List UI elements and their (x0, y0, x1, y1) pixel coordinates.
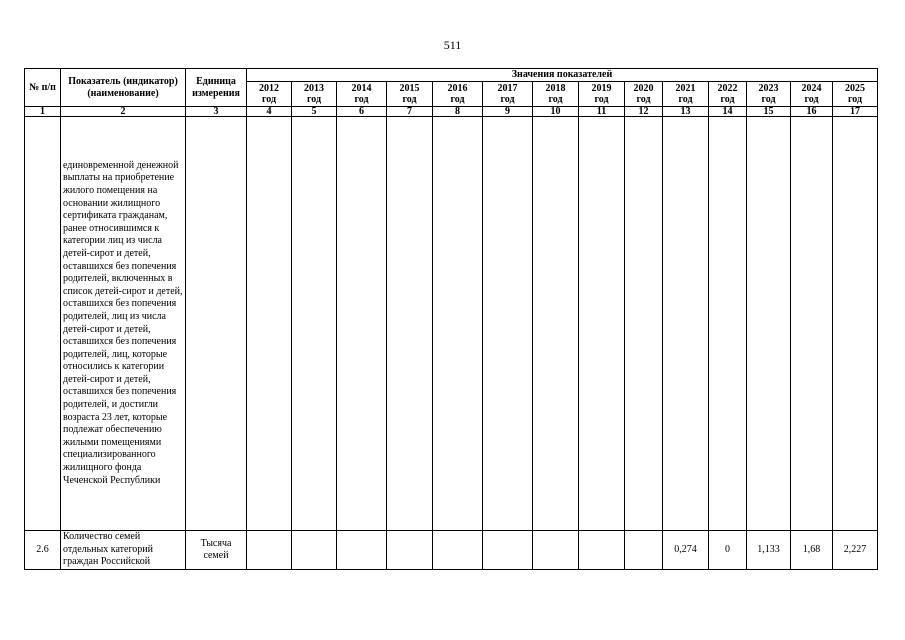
row-number (25, 117, 61, 531)
header-year-2022 (709, 82, 747, 107)
row-value-2018 (533, 531, 579, 570)
header-year-2012 (247, 82, 292, 107)
header-year-label: год (847, 94, 863, 105)
header-year-label: год (636, 94, 651, 105)
row-indicator: Количество семей отдельных категорий граждан Российской (61, 531, 186, 570)
row-value-2013 (292, 531, 337, 570)
row-value-2025: 2,227 (833, 531, 878, 570)
header-year-number: 2014 (351, 83, 372, 94)
row-value-2024: 1,68 (791, 531, 833, 570)
row-value-2015 (387, 117, 433, 531)
table-row (25, 531, 878, 570)
row-unit: Тысяча семей (186, 531, 247, 570)
header-year-number: 2021 (675, 83, 696, 94)
header-no: № п/п (25, 69, 61, 107)
row-value-2025 (833, 117, 878, 531)
row-value-2019 (579, 531, 625, 570)
row-value-2017 (483, 531, 533, 570)
column-number: 10 (533, 107, 579, 117)
header-year-number: 2022 (717, 83, 738, 94)
row-value-2014 (337, 531, 387, 570)
table-row (25, 117, 878, 531)
page-number: 511 (443, 38, 462, 52)
header-values: Значения показателей (247, 69, 878, 82)
header-year-2015 (387, 82, 433, 107)
header-year-number: 2013 (304, 83, 324, 94)
header-year-label: год (402, 94, 417, 105)
column-number: 2 (61, 107, 186, 117)
column-number: 3 (186, 107, 247, 117)
column-number: 1 (25, 107, 61, 117)
row-value-2015 (387, 531, 433, 570)
row-value-2022: 0 (709, 531, 747, 570)
header-year-2016 (433, 82, 483, 107)
row-indicator: единовременной денежной выплаты на приобретение жилого помещения на основании жилищного сертификата гражданам, ранее относившимся к категории лиц из числа детей-сирот и детей, оставшихся без попечения родителей, включенных в список детей-сирот и детей, оставшихся без попечения родителей, лиц из числа детей-сирот и детей, оставшихся без попечения родителей, лиц, которые относились к категории детей-сирот и детей, оставшихся без попечения родителей, и достигли возраста 23 лет, которые подлежат обеспечению жилыми помещениями специализированного жилищного фонда Чеченской Республики (61, 117, 186, 531)
column-number: 7 (387, 107, 433, 117)
row-value-2020 (625, 117, 663, 531)
column-number: 16 (791, 107, 833, 117)
header-year-label: год (761, 94, 776, 105)
row-value-2022 (709, 117, 747, 531)
row-value-2018 (533, 117, 579, 531)
header-year-label: год (804, 94, 819, 105)
row-value-2016 (433, 531, 483, 570)
header-indicator: Показатель (индикатор) (наименование) (61, 69, 186, 107)
row-value-2020 (625, 531, 663, 570)
header-year-2025 (833, 82, 878, 107)
header-year-2023 (747, 82, 791, 107)
column-number: 14 (709, 107, 747, 117)
header-unit: Единица измерения (186, 69, 247, 107)
header-year-2024 (791, 82, 833, 107)
header-year-label: год (354, 94, 369, 105)
header-year-number: 2016 (447, 83, 468, 94)
header-year-2019 (579, 82, 625, 107)
header-year-number: 2015 (399, 83, 420, 94)
row-value-2021 (663, 117, 709, 531)
header-year-2018 (533, 82, 579, 107)
row-value-2019 (579, 117, 625, 531)
row-value-2013 (292, 117, 337, 531)
row-value-2024 (791, 117, 833, 531)
header-year-label: год (720, 94, 735, 105)
row-value-2014 (337, 117, 387, 531)
header-year-label: год (678, 94, 693, 105)
column-number: 5 (292, 107, 337, 117)
header-year-number: 2019 (591, 83, 612, 94)
row-value-2021: 0,274 (663, 531, 709, 570)
header-year-2020 (625, 82, 663, 107)
column-number: 8 (433, 107, 483, 117)
header-year-label: год (306, 94, 322, 105)
column-number: 4 (247, 107, 292, 117)
header-year-label: год (500, 94, 515, 105)
header-year-number: 2024 (801, 83, 822, 94)
row-value-2012 (247, 117, 292, 531)
header-year-2014 (337, 82, 387, 107)
header-year-2017 (483, 82, 533, 107)
column-number: 6 (337, 107, 387, 117)
row-value-2017 (483, 117, 533, 531)
row-unit (186, 117, 247, 531)
header-year-number: 2012 (259, 83, 279, 94)
column-number: 13 (663, 107, 709, 117)
column-number: 11 (579, 107, 625, 117)
row-number: 2.6 (25, 531, 61, 570)
header-year-number: 2023 (758, 83, 779, 94)
column-number: 9 (483, 107, 533, 117)
header-year-2021 (663, 82, 709, 107)
header-year-number: 2020 (633, 83, 654, 94)
header-year-number: 2018 (545, 83, 566, 94)
header-year-number: 2025 (845, 83, 865, 94)
header-year-label: год (450, 94, 465, 105)
row-value-2023 (747, 117, 791, 531)
header-year-label: год (594, 94, 609, 105)
row-value-2016 (433, 117, 483, 531)
header-year-label: год (261, 94, 277, 105)
row-value-2012 (247, 531, 292, 570)
row-value-2023: 1,133 (747, 531, 791, 570)
column-number: 12 (625, 107, 663, 117)
indicators-table (24, 68, 878, 570)
column-number: 15 (747, 107, 791, 117)
header-year-number: 2017 (497, 83, 518, 94)
header-year-2013 (292, 82, 337, 107)
header-year-label: год (548, 94, 563, 105)
column-number: 17 (833, 107, 878, 117)
